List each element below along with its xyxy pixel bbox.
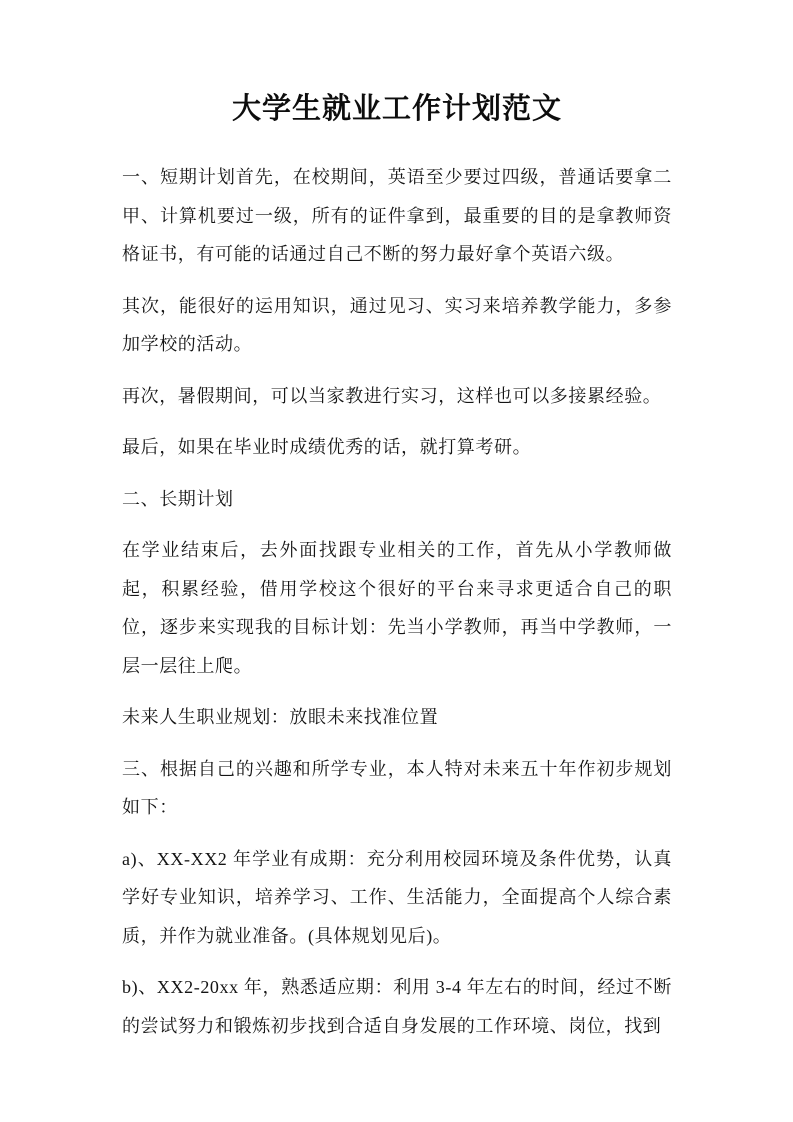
- paragraph-fifty-year-plan-intro: 三、根据自己的兴趣和所学专业，本人特对未来五十年作初步规划如下：: [122, 758, 672, 817]
- paragraph-finally: 最后，如果在毕业时成绩优秀的话，就打算考研。: [122, 437, 532, 457]
- document-body: [122, 158, 672, 1045]
- paragraph-secondly: 其次，能很好的运用知识，通过见习、实习来培养教学能力，多参加学校的活动。: [122, 295, 672, 354]
- paragraph-item-b: b)、XX2-20xx 年，熟悉适应期：利用 3-4 年左右的时间，经过不断的尝试努力和锻炼初步找到合适自身发展的工作环境、岗位，找到: [122, 977, 672, 1036]
- paragraph-short-term-plan: 一、短期计划首先，在校期间，英语至少要过四级，普通话要拿二甲、计算机要过一级，所有的证件拿到，最重要的目的是拿教师资格证书，有可能的话通过自己不断的努力最好拿个英语六级。: [122, 167, 672, 264]
- paragraph-item-a: a)、XX-XX2 年学业有成期：充分利用校园环境及条件优势，认真学好专业知识，培养学习、工作、生活能力，全面提高个人综合素质，并作为就业准备。(具体规划见后)。: [122, 848, 672, 946]
- paragraph-long-term-plan-heading: 二、长期计划: [122, 488, 234, 509]
- paragraph-thirdly: 再次，暑假期间，可以当家教进行实习，这样也可以多接累经验。: [122, 385, 662, 406]
- paragraph-future-career-planning: 未来人生职业规划：放眼未来找准位置: [122, 707, 439, 727]
- paragraph-after-graduation: 在学业结束后，去外面找跟专业相关的工作，首先从小学教师做起，积累经验，借用学校这个很好的平台来寻求更适合自己的职位，逐步来实现我的目标计划：先当小学教师，再当中学教师，一层一层往上爬。: [122, 540, 672, 676]
- document-title: 大学生就业工作计划范文: [231, 93, 562, 125]
